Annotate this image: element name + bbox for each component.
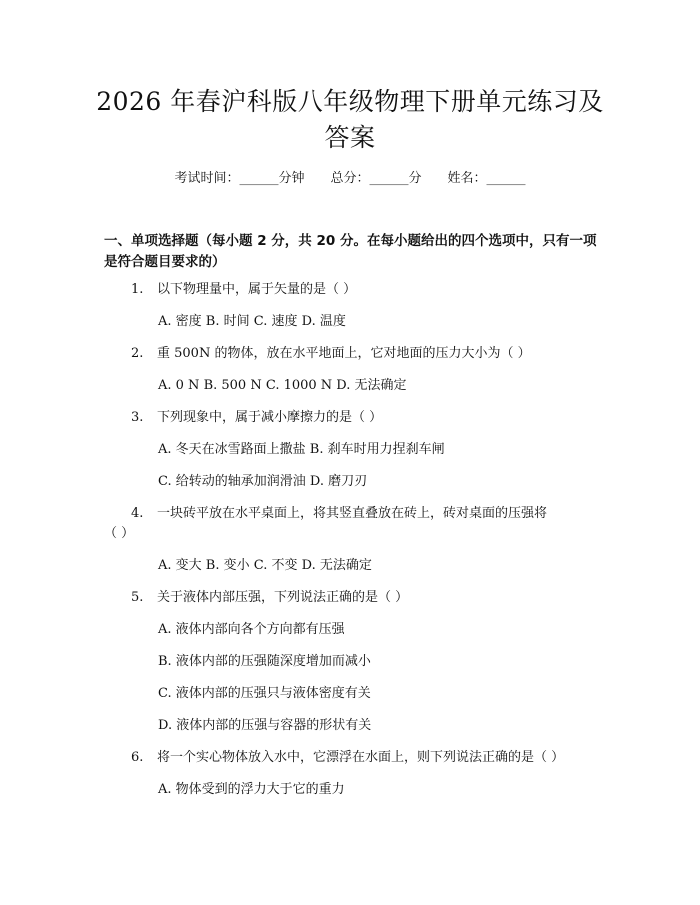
question-5-option-d: D. 液体内部的压强与容器的形状有关 (158, 718, 372, 733)
exam-meta (0, 170, 700, 188)
question-text: 重 500N 的物体，放在水平地面上，它对地面的压力大小为（ ） (157, 346, 531, 361)
document-title (70, 84, 630, 156)
total-score: 总分：______分 (330, 171, 422, 186)
question-text: 以下物理量中，属于矢量的是（ ） (157, 282, 357, 297)
question-number: 4. (131, 506, 144, 521)
question-4-options: A. 变大 B. 变小 C. 不变 D. 无法确定 (158, 558, 372, 573)
question-number: 3. (131, 410, 144, 425)
question-text: 将一个实心物体放入水中，它漂浮在水面上，则下列说法正确的是（ ） (157, 750, 565, 765)
question-number: 1. (131, 282, 144, 297)
question-text: 一块砖平放在水平桌面上，将其竖直叠放在砖上，砖对桌面的压强将 (157, 506, 548, 521)
question-5-option-a: A. 液体内部向各个方向都有压强 (158, 622, 345, 637)
question-number: 5. (131, 590, 144, 605)
section-header: 一、单项选择题（每小题 2 分，共 20 分。在每小题给出的四个选项中，只有一项是符合题目要求的） (104, 233, 597, 270)
title-line-2: 答案 (324, 123, 376, 152)
question-number: 2. (131, 346, 144, 361)
question-3-options-cd: C. 给转动的轴承加润滑油 D. 磨刀刃 (158, 474, 368, 489)
question-6-option-a: A. 物体受到的浮力大于它的重力 (158, 782, 345, 797)
question-text: 关于液体内部压强，下列说法正确的是（ ） (157, 590, 409, 605)
question-5-option-c: C. 液体内部的压强只与液体密度有关 (158, 686, 371, 701)
question-3-options-ab: A. 冬天在冰雪路面上撒盐 B. 刹车时用力捏刹车闸 (158, 442, 445, 457)
exam-time: 考试时间：______分钟 (174, 171, 305, 186)
question-1-options: A. 密度 B. 时间 C. 速度 D. 温度 (158, 314, 346, 329)
question-text: 下列现象中，属于减小摩擦力的是（ ） (157, 410, 383, 425)
question-number: 6. (131, 750, 144, 765)
student-name: 姓名：______ (447, 171, 526, 186)
question-2-options: A. 0 N B. 500 N C. 1000 N D. 无法确定 (158, 378, 407, 393)
title-line-1: 2026 年春沪科版八年级物理下册单元练习及 (96, 87, 604, 116)
question-4-text-wrap: （ ） (104, 526, 135, 541)
question-5-option-b: B. 液体内部的压强随深度增加而减小 (158, 654, 371, 669)
